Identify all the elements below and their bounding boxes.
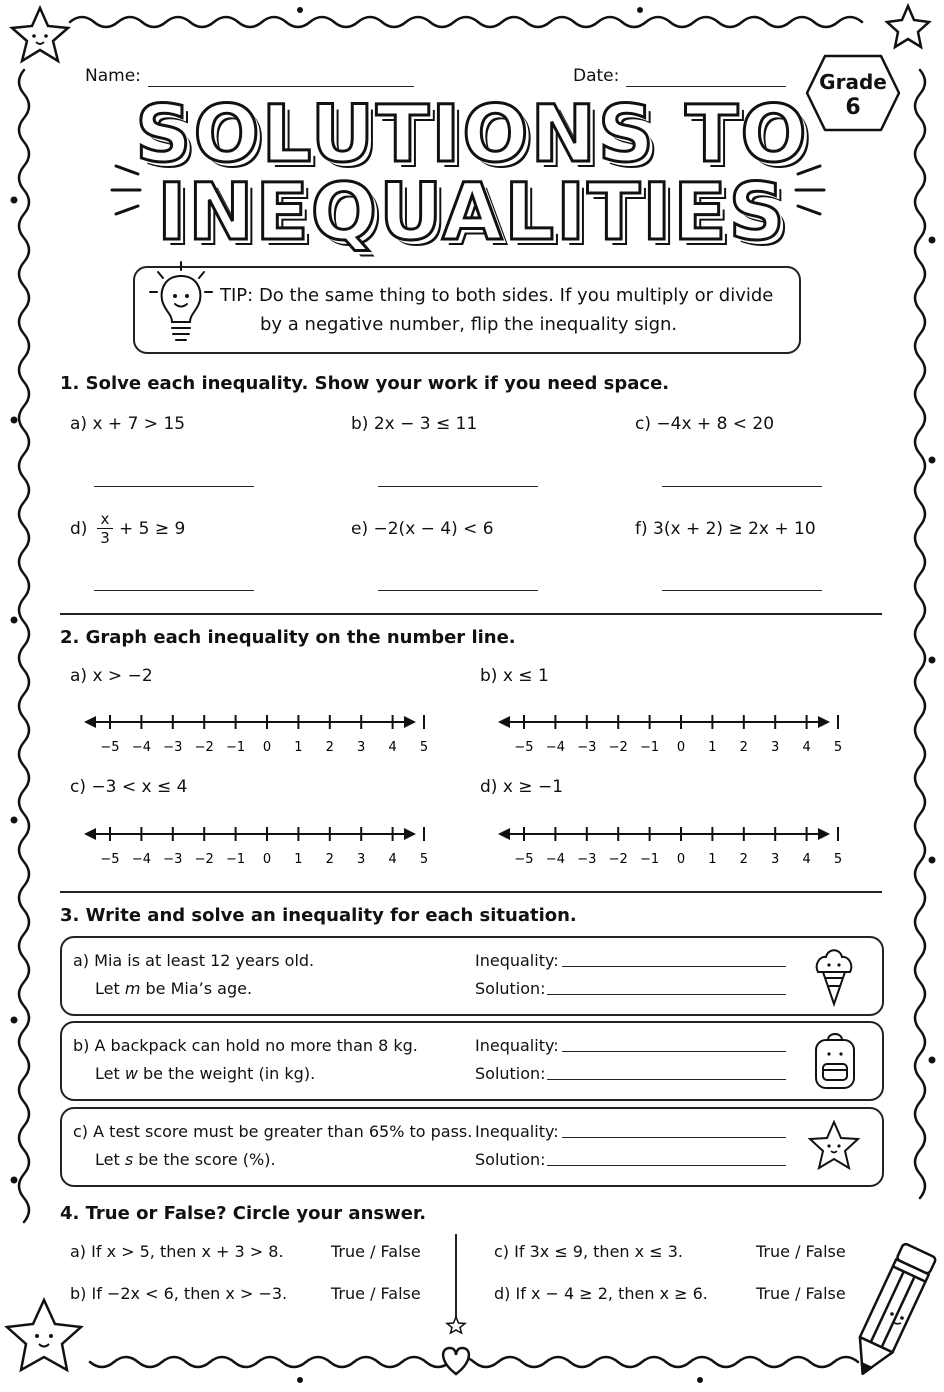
problem-label: c) [494,1242,510,1261]
tick-label: −5 [514,852,534,867]
situation-text [73,1036,418,1055]
grade-word: Grade [819,70,887,94]
statement-4b [70,1284,287,1303]
title-line-1: SOLUTIONS TO [135,90,809,180]
problem-label: b) [73,1036,90,1055]
number-line-2a[interactable] [80,708,429,758]
tick-label: −5 [100,852,120,867]
sparkle-left-icon [108,160,148,220]
problem-label: a) [70,1242,87,1261]
problem-label: c) [635,414,651,434]
solution-label: Solution: [475,979,546,998]
tick-label: −2 [608,740,628,755]
date-field[interactable] [626,86,786,87]
inequality-label: Inequality: [475,951,559,970]
tick-label: −3 [163,852,183,867]
let-prefix: Let [95,979,125,998]
tick-label: −1 [226,740,246,755]
true-false-choice-b[interactable]: True / False [331,1284,421,1303]
tick-label: −2 [194,852,214,867]
answer-line-1f[interactable] [662,590,822,591]
tick-label: 1 [294,740,303,755]
situation-sentence: A backpack can hold no more than 8 kg. [94,1036,418,1055]
problem-label: d) [494,1284,511,1303]
problem-label: e) [351,519,369,539]
let-prefix: Let [95,1150,125,1169]
tick-label: 2 [325,740,334,755]
section-divider [60,613,882,615]
problem-1a [70,414,185,434]
fraction-numerator: x [97,510,113,529]
number-line-2c[interactable] [80,820,429,870]
tick-label: 0 [262,740,272,755]
tick-label: 3 [357,852,366,867]
let-suffix: be the weight (in kg). [137,1064,316,1083]
statement-text: If x − 4 ≥ 2, then x ≥ 6. [515,1284,708,1303]
title-line-2: INEQUALITIES [157,168,787,258]
number-line-svg [80,820,429,870]
name-field[interactable] [148,86,414,87]
left-arrow-icon [498,828,510,840]
left-arrow-icon [84,828,96,840]
tick-label: 1 [708,740,717,755]
sparkle-right-icon [788,160,828,220]
problem-label: b) [70,1284,87,1303]
section-divider [60,891,882,893]
star-corner-top-left [12,8,68,61]
problem-expression: −3 < x ≤ 4 [91,777,188,797]
tick-label: 4 [388,852,397,867]
inequality-answer-line-c[interactable] [562,1137,786,1138]
tick-label: 3 [357,740,366,755]
inequality-answer-line-b[interactable] [562,1051,786,1052]
let-suffix: be Mia’s age. [140,979,253,998]
tick-label: 3 [771,740,780,755]
inequality-label: Inequality: [475,1036,559,1055]
lightbulb-icon [148,258,214,350]
tick-label: −3 [163,740,183,755]
situation-sentence: A test score must be greater than 65% to pass. [93,1122,473,1141]
let-suffix: be the score (%). [133,1150,276,1169]
problem-expression: x + 7 > 15 [92,414,186,434]
tick-label: 2 [739,852,748,867]
problem-label: d) [480,777,498,797]
problem-expression: x ≤ 1 [502,666,549,686]
number-line-2d[interactable] [494,820,843,870]
problem-label: a) [70,666,88,686]
variable-definition [95,979,252,998]
left-arrow-icon [84,716,96,728]
tick-label: −3 [577,740,597,755]
statement-text: If x > 5, then x + 3 > 8. [91,1242,284,1261]
problem-label: a) [73,951,90,970]
tick-label: −4 [131,852,151,867]
problem-expression: 2x − 3 ≤ 11 [373,414,478,434]
graph-problem-2b [480,666,549,686]
answer-line-1a[interactable] [94,486,254,487]
variable: w [124,1064,138,1083]
statement-4a [70,1242,284,1261]
inequality-answer-line-a[interactable] [562,966,786,967]
problem-1d [70,519,87,539]
right-arrow-icon [818,716,830,728]
right-arrow-icon [404,716,416,728]
tick-label: 5 [419,740,429,755]
statement-text: If 3x ≤ 9, then x ≤ 3. [514,1242,683,1261]
name-label: Name: [85,66,141,86]
situation-box-c [60,1107,884,1187]
right-arrow-icon [404,828,416,840]
statement-4d [494,1284,708,1303]
variable-definition [95,1064,315,1083]
number-line-svg [494,820,843,870]
tick-label: 5 [833,740,843,755]
tick-label: 4 [388,740,397,755]
tick-label: −2 [194,740,214,755]
problem-label: c) [70,777,86,797]
variable: s [124,1150,134,1169]
section-2-heading: 2. Graph each inequality on the number line. [60,627,516,648]
true-false-choice-c[interactable]: True / False [756,1242,846,1261]
answer-line-1b[interactable] [378,486,538,487]
grade-number: 6 [845,95,861,120]
situation-box-a [60,936,884,1016]
tick-label: −1 [640,852,660,867]
problem-expression: 3(x + 2) ≥ 2x + 10 [653,519,816,539]
tick-label: 2 [739,740,748,755]
small-star-icon [446,1316,466,1334]
inequality-label: Inequality: [475,1122,559,1141]
situation-sentence: Mia is at least 12 years old. [94,951,315,970]
tick-label: −5 [100,740,120,755]
problem-label: a) [70,414,88,434]
tick-label: −4 [545,852,565,867]
let-prefix: Let [95,1064,125,1083]
tick-label: −4 [545,740,565,755]
problem-expression: −2(x − 4) < 6 [373,519,494,539]
number-line-svg [80,708,429,758]
problem-expression: x ≥ −1 [502,777,564,797]
problem-label: d) [70,519,88,539]
tip-line-2: by a negative number, flip the inequality sign. [260,314,678,335]
tick-label: 0 [676,852,686,867]
section-1-heading: 1. Solve each inequality. Show your work if you need space. [60,373,670,394]
solution-label: Solution: [475,1064,546,1083]
tick-label: 5 [833,852,843,867]
number-line-2b[interactable] [494,708,843,758]
tip-line-1: TIP: Do the same thing to both sides. If you multiply or divide [220,285,774,306]
number-line-svg [494,708,843,758]
problem-1e [351,519,494,539]
section-4-heading: 4. True or False? Circle your answer. [60,1203,427,1224]
problem-label: b) [351,414,369,434]
pencil-icon [846,1238,936,1388]
problem-expression: + 5 ≥ 9 [119,519,186,539]
tick-label: 0 [676,740,686,755]
situation-box-b [60,1021,884,1101]
star-icon [806,1118,862,1174]
tick-label: −5 [514,740,534,755]
problem-1c [635,414,774,434]
ice-cream-icon [810,942,858,1008]
situation-text [73,951,314,970]
tick-label: −1 [226,852,246,867]
tip-text [220,281,790,339]
situation-text [73,1122,472,1141]
answer-line-1d[interactable] [94,590,254,591]
tick-label: −1 [640,740,660,755]
tick-label: 1 [294,852,303,867]
fraction [97,510,113,547]
left-arrow-icon [498,716,510,728]
tick-label: −4 [131,740,151,755]
fraction-denominator: 3 [100,529,110,547]
graph-problem-2d [480,777,563,797]
true-false-choice-d[interactable]: True / False [756,1284,846,1303]
variable-definition [95,1150,276,1169]
true-false-choice-a[interactable]: True / False [331,1242,421,1261]
variable: m [124,979,141,998]
section-3-heading: 3. Write and solve an inequality for each situation. [60,905,577,926]
solution-answer-line-a[interactable] [547,994,786,995]
tick-label: −3 [577,852,597,867]
solution-answer-line-b[interactable] [547,1079,786,1080]
problem-1f [635,519,816,539]
tick-label: 1 [708,852,717,867]
tick-label: 4 [802,740,811,755]
answer-line-1c[interactable] [662,486,822,487]
problem-expression: −4x + 8 < 20 [656,414,775,434]
tick-label: 2 [325,852,334,867]
tick-label: 0 [262,852,272,867]
answer-line-1e[interactable] [378,590,538,591]
tick-label: −2 [608,852,628,867]
problem-label: b) [480,666,498,686]
graph-problem-2a [70,666,153,686]
problem-label: c) [73,1122,89,1141]
statement-text: If −2x < 6, then x > −3. [91,1284,288,1303]
problem-1b [351,414,477,434]
backpack-icon [810,1030,860,1092]
column-divider [455,1234,457,1318]
problem-label: f) [635,519,648,539]
solution-label: Solution: [475,1150,546,1169]
problem-expression: x > −2 [92,666,153,686]
tick-label: 4 [802,852,811,867]
graph-problem-2c [70,777,187,797]
right-arrow-icon [818,828,830,840]
tick-label: 3 [771,852,780,867]
solution-answer-line-c[interactable] [547,1165,786,1166]
tick-label: 5 [419,852,429,867]
date-label: Date: [573,66,620,86]
statement-4c [494,1242,683,1261]
